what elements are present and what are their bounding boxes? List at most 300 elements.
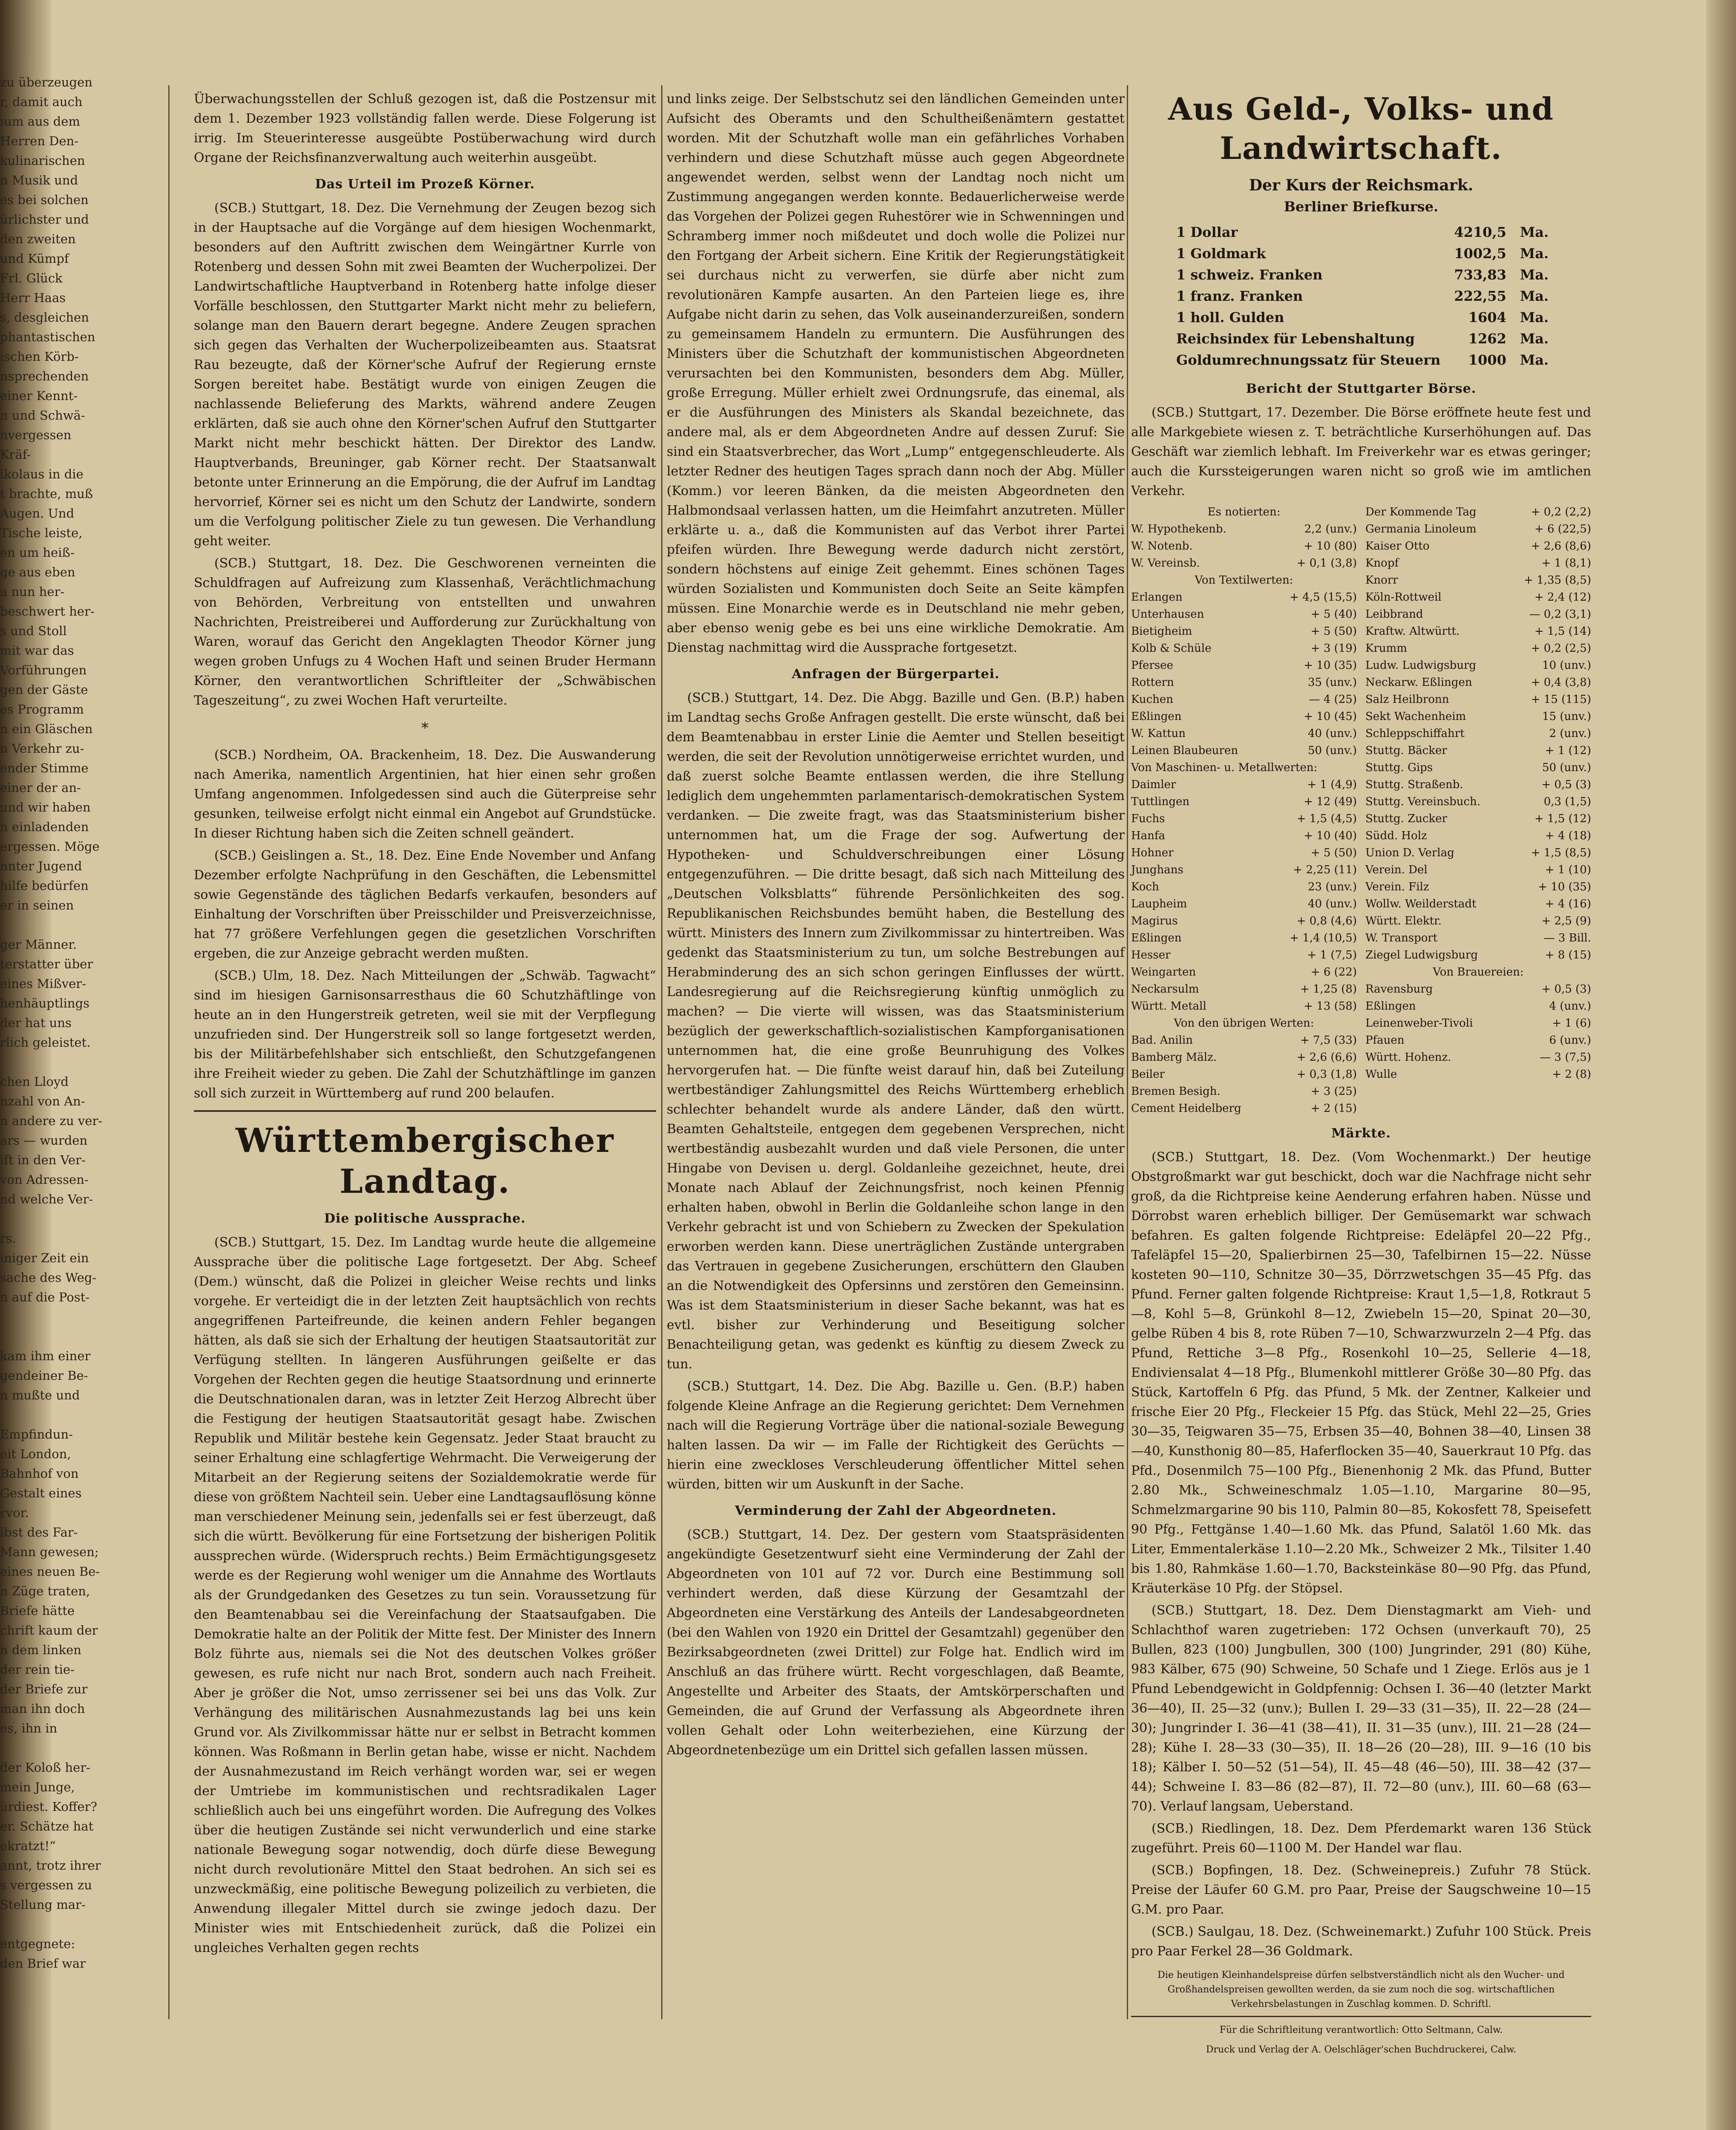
quote-value: 15 (unv.) [1542,710,1591,723]
rate-row [1169,328,1555,349]
paragraph: (SCB.) Stuttgart, 18. Dez. Die Geschworenen verneinten die Schuldfragen auf Aufreizung zum Klassenhaß, Verächtlichmachung von Behörden, Verbreitung von entstellten und unwahren Nachrichten, Preistreiberei und Aufforderung zur Zurückhaltung von Waren, worauf das Gericht den Angeklagten Theodor Körner jung wegen groben Unfugs zu 4 Wochen Haft und seinen Bruder Hermann Körner, den verantwortlichen Schriftleiter der „Schwäbischen Tageszeitung“, zu zwei Wochen Haft verurteilte. [194,556,656,708]
quote-name: Eßlingen [1131,710,1182,723]
quote-row [1365,589,1591,606]
fragment-line: Frl. Glück [0,271,63,285]
quote-name: Tuttlingen [1131,795,1190,808]
paragraph: (SCB.) Saulgau, 18. Dez. (Schweinemarkt.) Zufuhr 100 Stück. Preis pro Paar Ferkel 28—36 Goldmark. [1131,1924,1591,1959]
quote-value: + 1 (6) [1552,1017,1591,1030]
quote-name: Germania Linoleum [1365,523,1477,535]
quote-row [1131,708,1357,725]
quote-name: Der Kommende Tag [1365,506,1477,518]
quote-row [1365,861,1591,878]
fragment-line: ger Männer. [0,937,77,952]
quote-value: + 10 (35) [1538,881,1591,893]
quote-row [1131,964,1357,981]
editorial-note: Die heutigen Kleinhandelspreise dürfen selbstverständlich nicht als den Wucher- und Großhandelspreisen gewollten werden, da sie zum noch die sog. wirtschaftlichen Verkehrsbelastungen in Zuschlag kommen. D. Schriftl. [1157,1970,1565,2009]
fragment-line [0,915,100,935]
quote-row [1131,759,1357,776]
section-heading: Der Kurs der Reichsmark. [1249,176,1474,194]
quote-section-label: Von Textilwerten: [1195,574,1293,587]
quote-name: Krumm [1365,642,1407,655]
rate-value: 1604 [1468,309,1506,325]
fragment-line: eines Mißver- [0,976,86,991]
fragment-line: a nun her- [0,584,65,599]
quote-value: — 0,2 (3,1) [1529,608,1591,621]
quote-name: Stuttg. Bäcker [1365,744,1447,757]
quote-section-label: Von den übrigen Werten: [1174,1017,1314,1030]
fragment-line: Kräf- [0,447,31,462]
quote-name: Magirus [1131,915,1178,927]
fragment-line: n und Schwä- [0,408,85,423]
fragment-line: beschwert her- [0,604,95,619]
quote-name: Beiler [1131,1068,1165,1081]
left-page-fragment [0,72,103,2075]
quote-row [1131,1049,1357,1066]
quote-name: Ravensburg [1365,983,1433,996]
rate-name: Goldumrechnungssatz für Steuern [1176,352,1441,368]
quote-value: + 10 (40) [1304,829,1357,842]
quote-value: + 1 (7,5) [1307,949,1357,961]
quote-value: + 1 (4,9) [1307,778,1357,791]
economy-headline: Aus Geld-, Volks- und Landwirtschaft. [1168,91,1554,166]
rate-row [1169,285,1555,307]
fragment-line: mit war das [0,643,74,658]
rate-value: 1002,5 [1454,245,1506,262]
quote-value: + 2,6 (8,6) [1531,540,1591,553]
quote-name: Leinen Blaubeuren [1131,744,1238,757]
quote-name: Stuttg. Zucker [1365,812,1448,825]
quote-row [1365,521,1591,538]
fragment-line: ürdiest. Koffer? [0,1799,98,1814]
quote-name: Neckarw. Eßlingen [1365,676,1472,689]
quote-name: Eßlingen [1365,1000,1416,1013]
paragraph: (SCB.) Stuttgart, 14. Dez. Der gestern vom Staatspräsidenten angekündigte Gesetzentwurf sieht eine Verminderung der Zahl der Abgeordneten von 101 auf 72 vor. Durch eine Bestimmung soll verhindert werden, daß diese Kürzung der Gesamtzahl der Abgeordneten eine Verstärkung des Anteils der Landesabgeordneten (bei den Wahlen von 1920 ein Drittel der Gesamtzahl) gegenüber den Bezirksabgeordneten (zwei Drittel) zur Folge hat. Endlich wird im Anschluß an das frühere württ. Recht vorgeschlagen, daß Beamte, Angestellte und Arbeiter des Staats, der Amtskörperschaften und Gemeinden, die auf Grund der Verfassung als Abgeordnete ihren vollen Gehalt oder Lohn weiterbeziehen, eine Kürzung der Abgeordnetenbezüge um ein Drittel sich gefallen lassen müssen. [667,1527,1125,1758]
fragment-line [0,1738,100,1758]
rate-unit: Ma. [1520,224,1549,240]
quote-name: W. Notenb. [1131,540,1193,553]
quote-value: + 2,5 (9) [1541,915,1591,927]
quote-value: 4 (unv.) [1549,1000,1591,1013]
divider [194,1110,656,1112]
quote-name: Württ. Hohenz. [1365,1051,1451,1064]
fragment-line: annt, trotz ihrer [0,1858,101,1873]
quote-value: + 3 (19) [1310,642,1357,655]
fragment-line [0,1052,100,1072]
quote-value: + 4 (16) [1545,898,1591,910]
separator-star: * [421,720,429,737]
section-heading: Anfragen der Bürgerpartei. [792,667,1000,682]
quote-value: + 1,25 (8) [1300,983,1357,996]
fragment-line: nnter Jugend [0,859,82,873]
quote-value: + 5 (50) [1310,846,1357,859]
fragment-line: n Verkehr zu- [0,741,84,756]
section-heading: Bericht der Stuttgarter Börse. [1246,381,1477,396]
paragraph: Überwachungsstellen der Schluß gezogen ist, daß die Postzensur mit dem 1. Dezember 1923 vollständig fallen werde. Diese Folgerung ist irrig. Im Steuerinteresse ausgeübte Postüberwachung wird durch Organe der Reichsfinanzverwaltung auch weiterhin ausgeübt. [194,92,656,165]
rate-value: 222,55 [1454,288,1506,304]
fragment-line: gendeiner Be- [0,1368,88,1383]
fragment-line: nd welche Ver- [0,1192,93,1206]
quote-name: Kaiser Otto [1365,540,1430,553]
quote-row [1131,1083,1357,1100]
fragment-line: r, damit auch [0,95,83,109]
fragment-line: chrift kaum der [0,1623,98,1638]
quote-row [1131,589,1357,606]
quote-row [1365,912,1591,930]
quote-name: Verein. Del [1365,864,1428,876]
imprint-line: Druck und Verlag der A. Oelschläger'schen Buchdruckerei, Calw. [1206,2044,1517,2055]
quote-name: Kuchen [1131,693,1174,706]
fragment-line: n Züge traten, [0,1584,90,1598]
quote-name: Kraftw. Altwürtt. [1365,625,1460,638]
quote-name: Kolb & Schüle [1131,642,1212,655]
quote-name: Südd. Holz [1365,829,1427,842]
fragment-line: es bei solchen [0,193,89,207]
quote-value: + 0,5 (3) [1541,778,1591,791]
quote-value: + 0,5 (3) [1541,983,1591,996]
quote-name: Stuttg. Gips [1365,761,1433,774]
quote-row [1365,572,1591,589]
quote-name: Ziegel Ludwigsburg [1365,949,1478,961]
column-2 [667,89,1125,2032]
fragment-line: kulinarischen [0,153,85,168]
paragraph: (SCB.) Stuttgart, 18. Dez. Dem Dienstagmarkt am Vieh- und Schlachthof waren zugetrieben: 172 Ochsen (unverkauft 70), 25 Bullen, 823 (100) Jungbullen, 300 (100) Jungrinder, 291 (80) Kühe, 983 Kälber, 675 (90) Schweine, 50 Schafe und 1 Ziege. Erlös aus je 1 Pfund Lebendgewicht in Goldpfennig: Ochsen I. 36—40 (letzter Markt 36—40), II. 25—32 (unv.); Bullen I. 29—33 (31—35), II. 22—28 (24—30); Jungrinder I. 36—41 (38—41), II. 31—35 (unv.), III. 21—28 (24—28); Kühe I. 28—33 (30—35), II. 18—26 (20—28), III. 9—16 (10 bis 18); Kälber I. 50—52 (51—54), II. 45—48 (46—50), III. 38—42 (37—44); Schweine I. 83—86 (82—87), II. 72—80 (unv.), III. 60—68 (63—70). Verlauf langsam, Ueberstand. [1131,1603,1591,1814]
quote-value: + 0,2 (2,2) [1531,506,1591,518]
quote-row [1365,1066,1591,1083]
quote-row [1365,708,1591,725]
paragraph: (SCB.) Stuttgart, 17. Dezember. Die Börse eröffnete heute fest und alle Markgebiete wiesen z. T. beträchtliche Kurserhöhungen auf. Das Geschäft war ziemlich lebhaft. Im Freiverkehr war es etwas geringer; auch die Kurssteigerungen waren nicht so groß wie im amtlichen Verkehr. [1131,405,1591,498]
fragment-line: von Adressen- [0,1172,89,1187]
quote-name: Knorr [1365,574,1398,587]
quote-name: W. Transport [1365,932,1438,944]
quote-name: Pfauen [1365,1034,1405,1047]
quote-name: Wollw. Weilderstadt [1365,898,1477,910]
fragment-line: n einladenden [0,820,89,834]
quote-name: Unterhausen [1131,608,1204,621]
rate-value: 1000 [1468,352,1506,368]
rate-row [1169,243,1555,264]
quote-value: + 10 (35) [1304,659,1357,672]
quote-value: 2 (unv.) [1549,727,1591,740]
quote-value: — 4 (25) [1309,693,1357,706]
fragment-line: s vergessen zu [0,1878,92,1892]
section-heading: Verminderung der Zahl der Abgeordneten. [734,1503,1057,1518]
quote-row [1365,1015,1591,1032]
quote-value: + 0,1 (3,8) [1296,557,1357,570]
fragment-line: ekratzt!“ [0,1839,56,1853]
page-edge [1706,0,1736,2130]
exchange-rate-table [1169,222,1555,371]
quote-value: 6 (unv.) [1549,1034,1591,1047]
rate-name: 1 holl. Gulden [1176,309,1284,325]
rate-value: 4210,5 [1454,224,1506,240]
fragment-line: man ihn doch [0,1701,85,1716]
quote-value: + 1,35 (8,5) [1524,574,1591,587]
rate-unit: Ma. [1520,352,1549,368]
section-heading: Berliner Briefkurse. [1284,199,1439,215]
rate-unit: Ma. [1520,245,1549,262]
quote-name: Leinenweber-Tivoli [1365,1017,1473,1030]
quote-row [1131,912,1357,930]
quote-row [1131,878,1357,895]
rate-value: 733,83 [1454,267,1506,283]
quote-row [1131,555,1357,572]
fragment-line: zu überzeugen [0,75,92,89]
quote-row [1365,657,1591,674]
fragment-line: henhäuptlings [0,996,90,1010]
quote-name: Cement Heidelberg [1131,1102,1241,1115]
paragraph: (SCB.) Stuttgart, 15. Dez. Im Landtag wurde heute die allgemeine Aussprache über die politische Lage fortgesetzt. Der Abg. Scheef (Dem.) wünscht, daß die Polizei in gleicher Weise rechts und links vorgehe. Er verteidigt die in der letzten Zeit hauptsächlich von rechts angegriffenen Parteifreunde, die keinen andern Fehler begangen hätten, als daß sie sich der Erhaltung der heutigen Staatsautorität zur Verfügung stellten. In längeren Ausführungen geißelte er das Vorgehen der Rechten gegen die heutige Staatsordnung und erinnerte die Deutschnationalen daran, was in letzter Zeit Herzog Albrecht über die Festigung der heutigen Staatsautorität gesagt habe. Zwischen Republik und Militär bestehe kein Gegensatz. Jeder Staat braucht zu seiner Erhaltung eine schlagfertige Wehrmacht. Die Verweigerung der Mitarbeit an der Regierung seitens der Sozialdemokratie werde für diese von größtem Nachteil sein. Ueber eine Landtagsauflösung könne man verschiedener Meinung sein, jedenfalls sei er fest überzeugt, daß sich die württ. Bevölkerung für eine Fortsetzung der bisherigen Politik aussprechen würde. (Widerspruch rechts.) Beim Ermächtigungsgesetz werde es der Regierung wohl weniger um die Annahme des Wortlauts als der Grundgedanken des Gesetzes zu tun sein. Voraussetzung für den Beamtenabbau sei die Vereinfachung der Staatsaufgaben. Die Demokratie halte an der Politik der Mitte fest. Der Minister des Innern Bolz führte aus, niemals sei die Not des deutschen Volkes größer gewesen, es rufe nicht nur nach Brot, sondern auch nach Freiheit. Aber je größer die Not, umso zerrissener sei bei uns das Volk. Zur Verhängung des militärischen Ausnahmezustands lag bei uns kein Grund vor. Als Zivilkommissar hätte nur er selbst in Betracht kommen können. Was Roßmann in Berlin getan habe, wisse er nicht. Nachdem der Ausnahmezustand im Reich verhängt worden war, sei er wegen der Umtriebe im kommunistischen und rechtsradikalen Lager schließlich auch bei uns eingeführt worden. Die Aufregung des Volkes über die heutigen Zustände sei nicht verwunderlich und eine starke nationale Bewegung sogar notwendig, doch dürfe diese Bewegung nicht durch revolutionäre Mittel den Staat bedrohen. An sich sei es unzweckmäßig, eine politische Bewegung polizeilich zu verbieten, die Anwendung illegaler Mittel durch sie zwinge jedoch dazu. Der Minister wies mit Entschiedenheit zurück, daß die Polizei ein ungleiches Verhalten gegen rechts [194,1235,656,1955]
quote-value: 35 (unv.) [1308,676,1357,689]
fragment-line: und wir haben [0,800,91,815]
quote-name: Hanfa [1131,829,1166,842]
quote-name: Sekt Wachenheim [1365,710,1466,723]
quote-value: + 2 (8) [1552,1068,1591,1081]
fragment-line: Gestalt eines [0,1486,82,1500]
quote-value: 23 (unv.) [1308,881,1357,893]
fragment-line: sache des Weg- [0,1270,97,1285]
fragment-line: nzahl von An- [0,1094,85,1108]
quote-row [1365,930,1591,947]
quote-row [1365,538,1591,555]
quote-value: + 2,25 (11) [1293,864,1357,876]
quote-value: + 15 (115) [1531,693,1591,706]
quote-row [1365,725,1591,742]
rate-unit: Ma. [1520,331,1549,347]
stock-quotes-right [1365,504,1591,1117]
quote-row [1131,640,1357,657]
quote-name: Württ. Metall [1131,1000,1206,1013]
quote-row [1365,844,1591,861]
fragment-line: Bahnhof von [0,1466,79,1481]
quote-value: + 5 (50) [1310,625,1357,638]
quote-row [1131,606,1357,623]
quote-name: Bietigheim [1131,625,1192,638]
quote-name: Daimler [1131,778,1176,791]
quote-row [1131,827,1357,844]
quote-value: + 1,5 (14) [1534,625,1591,638]
fragment-line: den Brief war [0,1956,86,1971]
column-rule [661,85,662,2019]
quote-row [1365,759,1591,776]
fragment-line: ge aus eben [0,565,75,579]
fragment-line: t brachte, muß [0,486,93,501]
fragment-line: n andere zu ver- [0,1114,103,1128]
quote-value: 2,2 (unv.) [1304,523,1357,535]
quote-name: Wulle [1365,1068,1397,1081]
rate-unit: Ma. [1520,288,1549,304]
fragment-line: ift in den Ver- [0,1153,86,1167]
paragraph: (SCB.) Stuttgart, 18. Dez. (Vom Wochenmarkt.) Der heutige Obstgroßmarkt war gut beschickt, doch war die Nachfrage nicht sehr groß, da die Richtpreise keine Aenderung erfahren haben. Nüsse und Dörrobst waren erheblich billiger. Der Gemüsemarkt war schwach befahren. Es galten folgende Richtpreise: Edeläpfel 20—22 Pfg., Tafeläpfel 15—20, Spalierbirnen 25—30, Tafelbirnen 15—22. Nüsse kosteten 90—110, Schnitze 30—35, Dörrzwetschgen 35—45 Pfg. das Pfund. Ferner galten folgende Richtpreise: Kraut 1,5—1,8, Rotkraut 5—8, Kohl 5—8, Grünkohl 8—12, Zwiebeln 15—20, Spinat 20—30, gelbe Rüben 4 bis 8, rote Rüben 7—10, Schwarzwurzeln 2—4 Pfg. das Pfund, Rettiche 3—8 Pfg., Rosenkohl 10—25, Sellerie 4—18, Endiviensalat 4—18 Pfg., Blumenkohl mittlerer Größe 30—80 Pfg. das Stück, Kartoffeln 6 Pfg. das Pfund, 5 Mk. der Zentner, Kalkeier und frische Eier 20 Pfg., Fleckeier 15 Pfg. das Stück, Mehl 22—25, Gries 30—35, Teigwaren 35—75, Erbsen 35—40, Bohnen 38—40, Linsen 38—40, Kunsthonig 80—85, Haferflocken 35—40, Sauerkraut 10 Pfg. das Pfd., Dosenmilch 75—100 Pfg., Bienenhonig 2 Mk. das Pfund, Butter 2.80 Mk., Schweineschmalz 1.05—1.10, Margarine 80—95, Schmelzmargarine 90 bis 110, Palmin 80—85, Kokosfett 78, Speisefett 90 Pfg., Fettgänse 1.40—1.60 Mk. das Pfund, Salatöl 1.60 Mk. das Liter, Emmentalerkäse 1.10—2.20 Mk., Schweizer 2 Mk., Tilsiter 1.40 bis 1.80, Rahmkäse 1.60—1.70, Backsteinkäse 80—90 Pfg. das Pfund, Kräuterkäse 10 Pfg. der Stöpsel. [1131,1150,1591,1596]
quote-section-label: Es notierten: [1207,506,1281,518]
fragment-line: rs. [0,1231,16,1246]
quote-row [1365,1032,1591,1049]
rate-row [1169,264,1555,285]
quote-value: + 6 (22,5) [1534,523,1591,535]
fragment-line: n mußte und [0,1388,80,1402]
quote-section-label: Von Brauereien: [1433,966,1524,979]
rate-name: 1 franz. Franken [1176,288,1303,304]
quote-value: + 4 (18) [1545,829,1591,842]
fragment-line: Herren Den- [0,134,79,148]
landtag-headline: Württembergischer Landtag. [236,1121,614,1201]
quote-value: + 5 (40) [1310,608,1357,621]
quote-name: Union D. Verlag [1365,846,1454,859]
quote-name: Pfersee [1131,659,1174,672]
fragment-line: Herr Haas [0,291,66,305]
quote-row [1131,930,1357,947]
quote-row [1131,1032,1357,1049]
fragment-line: einer der an- [0,780,81,795]
quote-value: + 13 (58) [1304,1000,1357,1013]
fragment-line: Augen. Und [0,506,75,521]
rate-unit: Ma. [1520,309,1549,325]
quote-row [1365,895,1591,912]
quote-name: Fuchs [1131,812,1165,825]
quote-value: + 6 (22) [1310,966,1357,979]
quote-row [1131,981,1357,998]
quote-name: Von Maschinen- u. Metallwerten: [1131,761,1318,774]
column-rule [168,85,170,2019]
fragment-line: er. Schätze hat [0,1819,94,1834]
fragment-line: ischen Körb- [0,349,79,364]
quote-row [1365,691,1591,708]
fragment-line: ürlichster und [0,212,89,227]
quote-value: 50 (unv.) [1542,761,1591,774]
quote-row [1131,521,1357,538]
quote-value: + 1 (8,1) [1541,557,1591,570]
fragment-line [0,1914,100,1934]
quote-name: Schleppschiffahrt [1365,727,1465,740]
quote-value: + 2,4 (12) [1534,591,1591,604]
quote-value: 0,3 (1,5) [1543,795,1591,808]
quote-row [1365,606,1591,623]
quote-row [1365,981,1591,998]
quote-row [1131,691,1357,708]
fragment-line: eines neuen Be- [0,1564,100,1579]
fragment-line: nvergessen [0,428,72,442]
quote-row [1365,947,1591,964]
quote-row [1365,998,1591,1015]
fragment-line: einer Kennt- [0,389,78,403]
fragment-line: ium aus dem [0,114,80,129]
quote-value: + 2,6 (6,6) [1296,1051,1357,1064]
stock-quotes [1131,504,1591,1117]
quote-value: + 8 (15) [1545,949,1591,961]
quote-name: Köln-Rottweil [1365,591,1442,604]
fragment-line: Tische leiste, [0,526,83,540]
quote-row [1131,895,1357,912]
quote-name: Leibbrand [1365,608,1423,621]
rate-name: Reichsindex für Lebenshaltung [1176,331,1415,347]
fragment-line: n ein Gläschen [0,722,93,736]
quote-name: Bad. Anilin [1131,1034,1193,1047]
quote-value: + 4,5 (15,5) [1290,591,1357,604]
quote-value: + 10 (45) [1304,710,1357,723]
quote-row [1365,1049,1591,1066]
paragraph: (SCB.) Stuttgart, 14. Dez. Die Abg. Bazille u. Gen. (B.P.) haben folgende Kleine Anfrage an die Regierung gerichtet: Dem Vernehmen nach will die Regierung Vorträge über die national-soziale Bewegung halten lassen. Da wir — im Falle der Richtigkeit des Gerüchts — hierin eine zweckloses Verschleuderung öffentlicher Mittel sehen würden, bitten wir um Auskunft in der Sache. [667,1379,1125,1492]
fragment-line [0,1327,100,1346]
quote-name: Salz Heilbronn [1365,693,1449,706]
quote-row [1131,793,1357,810]
quote-value: 50 (unv.) [1308,744,1357,757]
column-3 [1131,89,1591,2055]
paragraph: (SCB.) Stuttgart, 18. Dez. Die Vernehmung der Zeugen bezog sich in der Hauptsache auf die Vorgänge auf dem hiesigen Wochenmarkt, besonders auf den Auftritt zwischen dem Weingärtner Kurrle von Rotenberg und dessen Sohn mit zwei Beamten der Wucherpolizei. Der Landwirtschaftliche Hauptverband in Rotenberg hatte infolge dieser Vorfälle beschlossen, den Stuttgarter Markt nicht mehr zu beliefern, solange man den Bauern derart begegne. Andere Zeugen sprachen sich gegen das Verhalten der Wucherpolizeibeamten aus. Staatsrat Rau bezeugte, daß der Körner'sche Aufruf der Regierung ernste Sorgen bereitet habe. Bestätigt wurde von einigen Zeugen die nachlassende Belieferung des Markts, während andere Zeugen erklärten, daß sie auch ohne den Körner'schen Aufruf den Stuttgarter Markt nicht mehr beschickt hätten. Der Direktor des Landw. Hauptverbands, Breuninger, gab Körner recht. Der Staatsanwalt betonte unter Erinnerung an die Empörung, die der Aufruf im Landtag hervorrief, Körner sei es nicht um den Schutz der Landwirte, sondern um die Verfolgung politischer Ziele zu tun gewesen. Die Verhandlung geht weiter. [194,201,656,549]
fragment-line: Vorführungen [0,663,87,677]
fragment-line: s, desgleichen [0,310,89,325]
quote-name: W. Hypothekenb. [1131,523,1226,535]
fragment-line: Mann gewesen; [0,1545,99,1559]
imprint-line: Für die Schriftleitung verantwortlich: Otto Seltmann, Calw. [1219,2025,1503,2035]
quote-value: + 0,4 (3,8) [1531,676,1591,689]
fragment-line: ibst des Far- [0,1525,78,1540]
fragment-line: der rein tie- [0,1662,75,1677]
fragment-line: phantastischen [0,330,95,344]
quote-name: Neckarsulm [1131,983,1199,996]
quote-row [1131,623,1357,640]
quote-name: Stuttg. Vereinsbuch. [1365,795,1481,808]
quote-value: — 3 (7,5) [1540,1051,1591,1064]
fragment-line: es Programm [0,702,84,717]
quote-name: W. Vereinsb. [1131,557,1200,570]
fragment-line: n auf die Post- [0,1290,90,1304]
quote-row [1131,861,1357,878]
paragraph: (SCB.) Stuttgart, 14. Dez. Die Abgg. Bazille und Gen. (B.P.) haben im Landtag sechs Große Anfragen gestellt. Die erste wünscht, daß bei dem Beamtenabbau in erster Linie die Aemter und Stellen beseitigt werden, die seit der Revolution unnötigerweise errichtet wurden, und daß zuerst solche Beamte entlassen werden, die ihre Stellung lediglich dem ungehemmten parlamentarisch-demokratischen System verdanken. — Die zweite fragt, was das Staatsministerium bisher unternommen hat, um die Frage der sog. Aufwertung der Hypotheken- und Schuldverschreibungen einer Lösung entgegenzuführen. — Die dritte besagt, daß sich nach Mitteilung des „Deutschen Volksblatts“ führende Persönlichkeiten des sog. Republikanischen Reichsbundes bemüht haben, die Bestellung des württ. Ministers des Innern zum Zivilkommissar zu hintertreiben. Was gedenkt das Staatsministerium zu tun, um solche Bestrebungen auf Herabminderung des an sich schon geringen Einflusses der württ. Landesregierung auf die Reichsregierung künftig unmöglich zu machen? — Die vierte will wissen, was das Staatsministerium bezüglich der gewerkschaftlich-sozialistischen Kampforganisationen unternommen hat, die eine große Beunruhigung des Volkes hervorgerufen hat. — Die fünfte weist darauf hin, daß bei Zuteilung wertbeständiger Zahlungsmittel des Reichs Württemberg erheblich schlechter behandelt wurde als andere Länder, daß den württ. Beamten Gehaltsteile, entgegen dem gegebenen Versprechen, nicht wertbeständig ausbezahlt wurden und daß viele Personen, die unter Hingabe von Devisen u. dergl. Goldanleihe gezeichnet, heute, drei Monate nach Ablauf der Zeichnungsfrist, noch keinen Pfennig erhalten haben, obwohl in Berlin die Goldanleihe schon lange in den Verkehr gebracht ist und von Schiebern zu Zwecken der Spekulation erworben werden kann. Diese unerträglichen Zustände untergraben das Vertrauen in gegebene Zusicherungen, erschüttern den Glauben an die Notwendigkeit des Opfersinns und zerstören den Gemeinsinn. Was ist dem Staatsministerium in dieser Sache bekannt, was hat es evtl. bisher zur Verhinderung und Beseitigung solcher Benachteiligung getan, was gedenkt es künftig zu diesem Zweck zu tun. [667,691,1125,1372]
quote-value: + 1 (12) [1545,744,1591,757]
fragment-line: ergessen. Möge [0,839,100,854]
quote-value: + 7,5 (33) [1300,1034,1357,1047]
stock-quotes-left [1131,504,1357,1117]
quote-value: + 2 (15) [1310,1102,1357,1115]
fragment-line [0,1405,100,1425]
quote-value: + 1,5 (4,5) [1296,812,1357,825]
rate-value: 1262 [1468,331,1506,347]
fragment-line: Briefe hätte [0,1603,75,1618]
quote-value: + 0,2 (2,5) [1531,642,1591,655]
quote-row [1365,776,1591,793]
fragment-line: den zweiten [0,232,76,246]
quote-name: Knopf [1365,557,1399,570]
fragment-line: ender Stimme [0,761,89,775]
fragment-line: es, ihn in [0,1721,58,1736]
quote-row [1365,793,1591,810]
quote-row [1365,623,1591,640]
fragment-line: Empfindun- [0,1427,73,1442]
quote-name: Junghans [1131,864,1183,876]
quote-row [1365,504,1591,521]
rate-unit: Ma. [1520,267,1549,283]
section-heading: Das Urteil im Prozeß Körner. [315,177,535,192]
quote-name: Verein. Filz [1365,881,1429,893]
quote-value: 40 (unv.) [1308,727,1357,740]
quote-row [1131,657,1357,674]
quote-value: + 1,5 (8,5) [1531,846,1591,859]
column-rule [1127,85,1128,2019]
fragment-line: der Koloß her- [0,1760,90,1775]
quote-value: + 10 (80) [1304,540,1357,553]
quote-name: Laupheim [1131,898,1187,910]
quote-row [1131,776,1357,793]
quote-name: Württ. Elektr. [1365,915,1442,927]
quote-value: 10 (unv.) [1542,659,1591,672]
fragment-line [0,1307,100,1327]
fragment-line: hilfe bedürfen [0,878,89,893]
fragment-line: ars — wurden [0,1133,88,1148]
quote-row [1365,878,1591,895]
paragraph: (SCB.) Nordheim, OA. Brackenheim, 18. Dez. Die Auswanderung nach Amerika, namentlich Argentinien, hat hier einen sehr großen Umfang angenommen. Infolgedessen sind auch die Güterpreise sehr gesunken, teilweise erfolgt nicht einmal ein Angebot auf Grundstücke. In dieser Richtung haben sich die Zeiten schnell geändert. [194,748,656,841]
fragment-line: en um heiß- [0,545,75,560]
quote-name: Weingarten [1131,966,1196,979]
fragment-line: n dem linken [0,1643,81,1657]
